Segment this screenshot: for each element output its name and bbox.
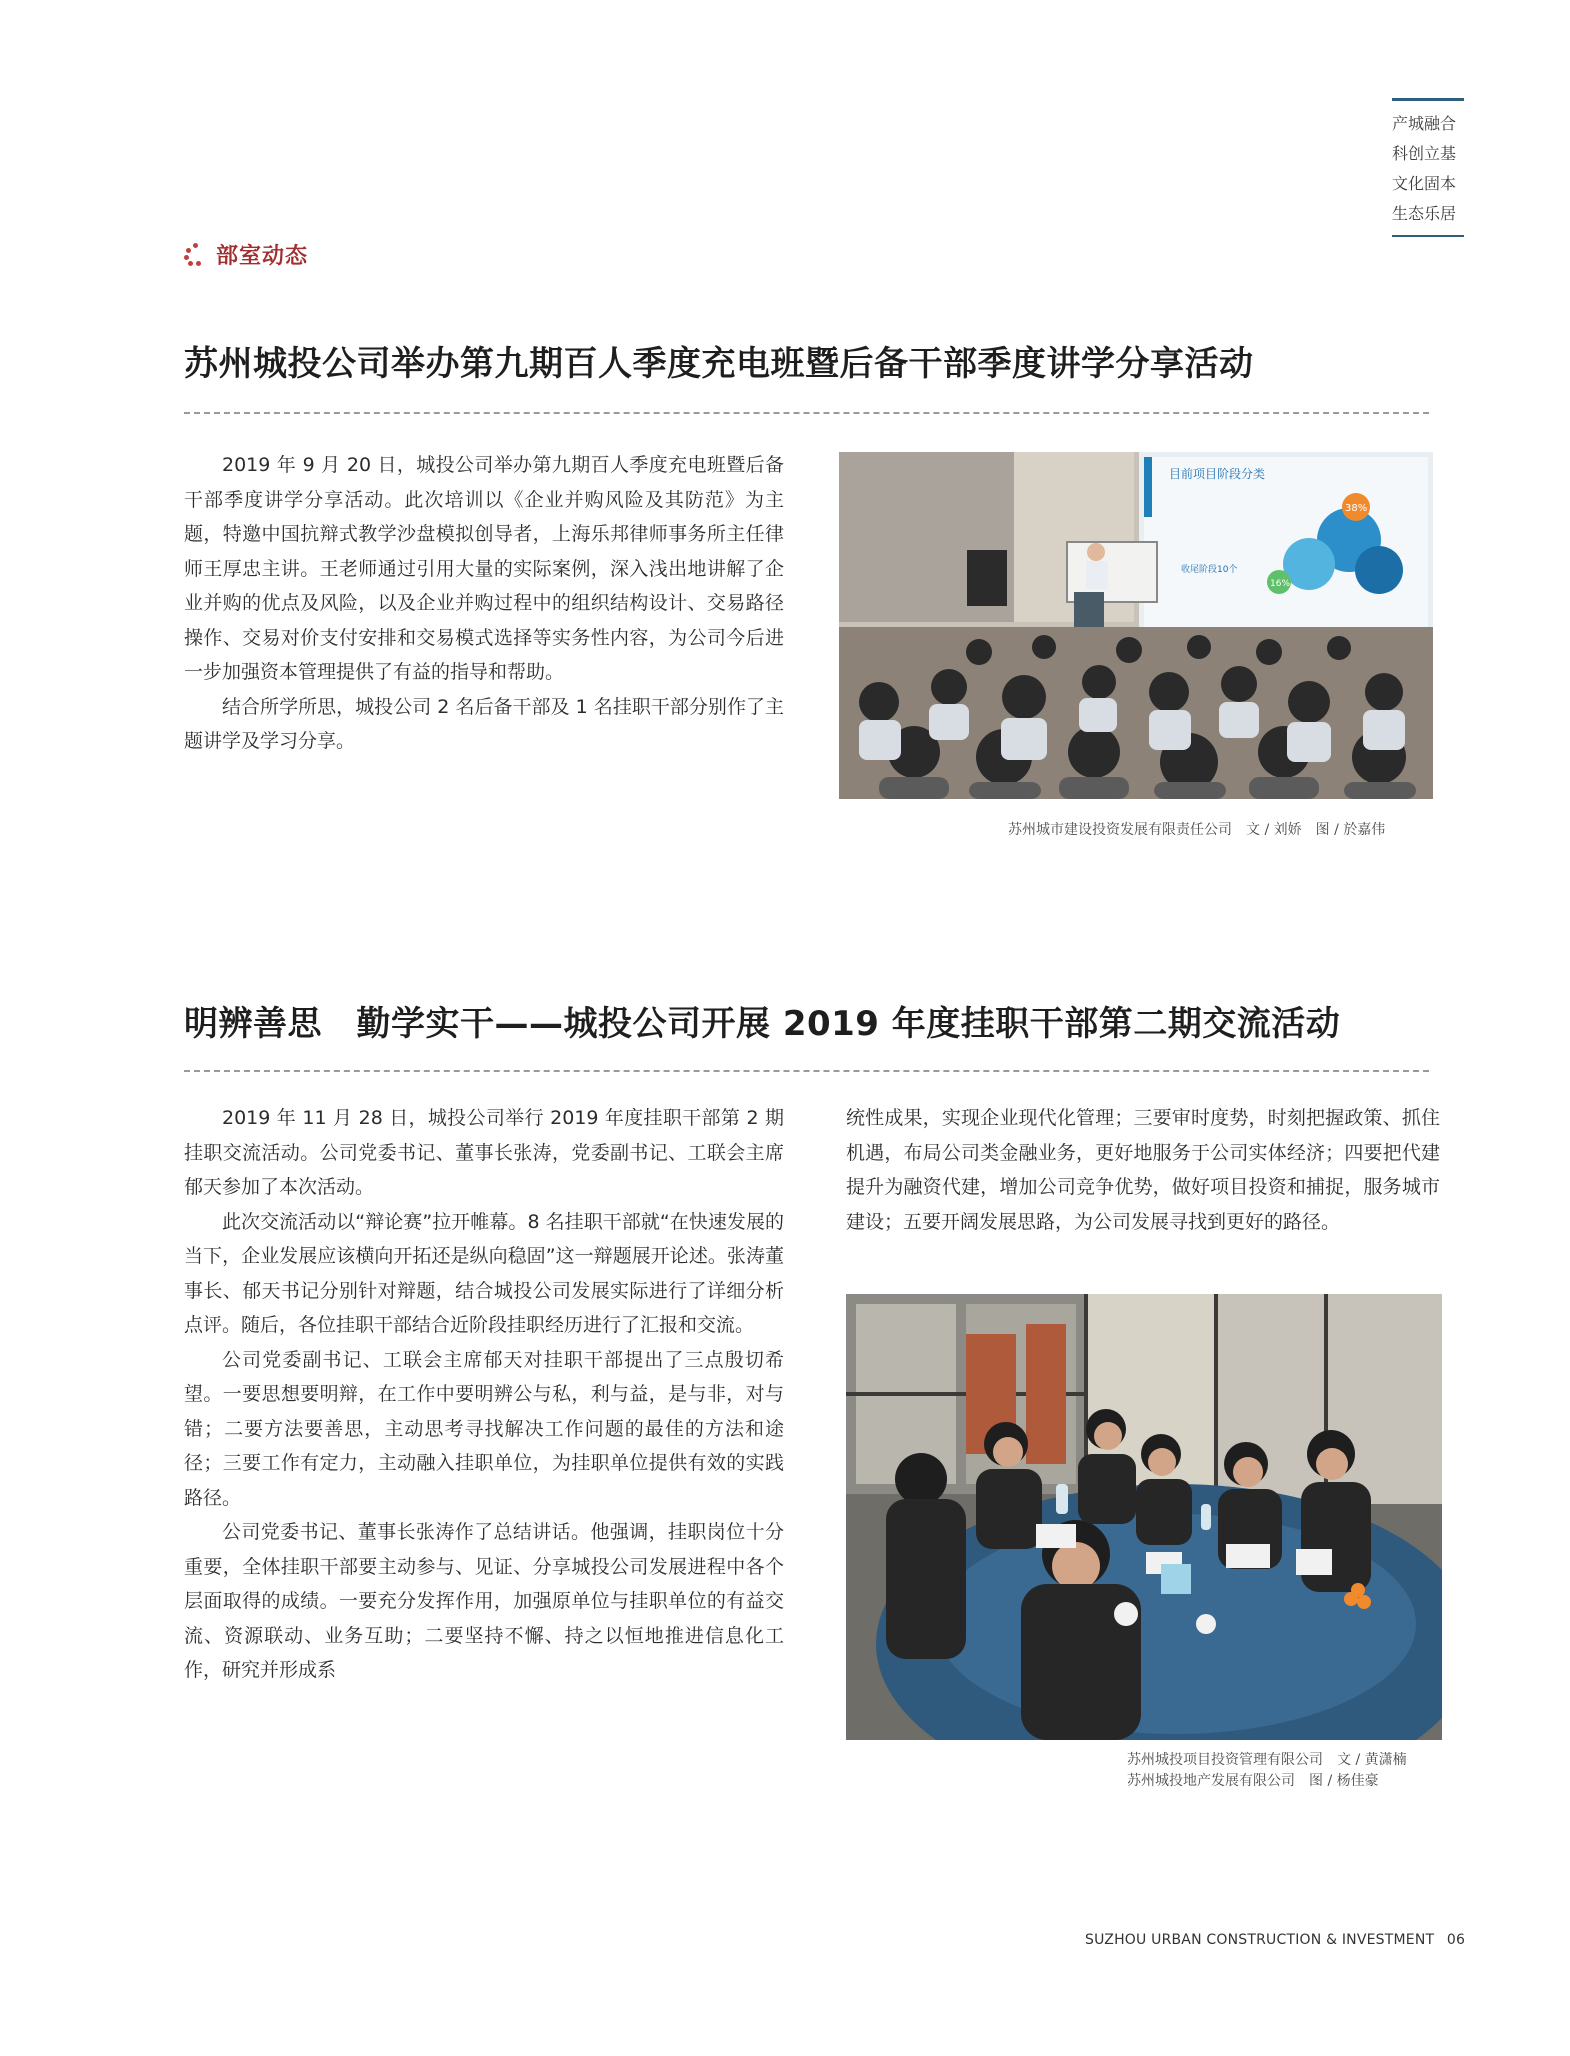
article2-right-column bbox=[846, 1101, 1440, 1239]
side-tag-bottom-bar bbox=[1392, 235, 1464, 237]
article2-caption-line1: 苏州城投项目投资管理有限公司 文 / 黄潇楠 bbox=[1127, 1752, 1407, 1768]
side-tag: 产城融合 bbox=[1392, 114, 1457, 133]
side-tag: 科创立基 bbox=[1392, 144, 1457, 163]
meeting-photo-illustration bbox=[846, 1294, 1442, 1740]
article2-left-column bbox=[184, 1101, 784, 1688]
article1-photo bbox=[839, 452, 1433, 799]
page-number: 06 bbox=[1446, 1932, 1466, 1948]
article1-title: 苏州城投公司举办第九期百人季度充电班暨后备干部季度讲学分享活动 bbox=[184, 344, 1254, 384]
page-footer bbox=[1085, 1932, 1465, 1948]
slide-pct-1: 38% bbox=[1345, 503, 1368, 514]
article1-body bbox=[184, 448, 784, 759]
side-tag: 文化固本 bbox=[1392, 174, 1457, 193]
publication-name: SUZHOU URBAN CONSTRUCTION & INVESTMENT bbox=[1085, 1932, 1435, 1948]
side-tag-top-bar bbox=[1392, 98, 1464, 101]
article1-paragraph: 结合所学所思，城投公司 2 名后备干部及 1 名挂职干部分别作了主题讲学及学习分享。 bbox=[184, 695, 784, 752]
article2-photo bbox=[846, 1294, 1442, 1740]
section-header bbox=[184, 238, 308, 270]
article2-divider bbox=[184, 1070, 1429, 1072]
section-label: 部室动态 bbox=[216, 243, 309, 269]
side-tag: 生态乐居 bbox=[1392, 204, 1457, 223]
article2-paragraph: 公司党委副书记、工联会主席郁天对挂职干部提出了三点殷切希望。一要思想要明辩，在工作中要明辨公与私，利与益，是与非，对与错；二要方法要善思，主动思考寻找解决工作问题的最佳的方法和途径；三要工作有定力，主动融入挂职单位，为挂职单位提供有效的实践路径。 bbox=[184, 1348, 784, 1509]
article2-paragraph: 公司党委书记、董事长张涛作了总结讲话。他强调，挂职岗位十分重要，全体挂职干部要主动参与、见证、分享城投公司发展进程中各个层面取得的成绩。一要充分发挥作用，加强原单位与挂职单位的有益交流、资源联动、业务互助；二要坚持不懈、持之以恒地推进信息化工作，研究并形成系 bbox=[184, 1521, 784, 1681]
slide-text: 收尾阶段10个 bbox=[1181, 565, 1238, 575]
side-tag-list bbox=[1392, 98, 1464, 237]
article1-caption: 苏州城市建设投资发展有限责任公司 文 / 刘娇 图 / 於嘉伟 bbox=[1008, 822, 1386, 838]
article2-title: 明辨善思 勤学实干——城投公司开展 2019 年度挂职干部第二期交流活动 bbox=[184, 1004, 1341, 1044]
slide-title: 目前项目阶段分类 bbox=[1169, 467, 1266, 481]
slide-pct-2: 16% bbox=[1270, 579, 1291, 589]
article2-paragraph: 2019 年 11 月 28 日，城投公司举行 2019 年度挂职干部第 2 期挂职交流活动。公司党委书记、董事长张涛，党委副书记、工联会主席郁天参加了本次活动。 bbox=[184, 1107, 784, 1198]
article2-caption-line2: 苏州城投地产发展有限公司 图 / 杨佳豪 bbox=[1127, 1773, 1379, 1789]
lecture-photo-illustration bbox=[839, 452, 1433, 799]
article1-paragraph: 2019 年 9 月 20 日，城投公司举办第九期百人季度充电班暨后备干部季度讲学分享活动。此次培训以《企业并购风险及其防范》为主题，特邀中国抗辩式教学沙盘模拟创导者，上海乐邦律师事务所主任律师王厚忠主讲。王老师通过引用大量的实际案例，深入浅出地讲解了企业并购的优点及风险，以及企业并购过程中的组织结构设计、交易路径操作、交易对价支付安排和交易模式选择等实务性内容，为公司今后进一步加强资本管理提供了有益的指导和帮助。 bbox=[184, 454, 784, 683]
article2-paragraph-continued: 统性成果，实现企业现代化管理；三要审时度势，时刻把握政策、抓住机遇，布局公司类金融业务，更好地服务于公司实体经济；四要把代建提升为融资代建，增加公司竞争优势，做好项目投资和捕捉，服务城市建设；五要开阔发展思路，为公司发展寻找到更好的路径。 bbox=[846, 1107, 1440, 1233]
article1-divider bbox=[184, 412, 1429, 414]
section-dots-icon bbox=[184, 242, 204, 266]
article2-paragraph: 此次交流活动以“辩论赛”拉开帷幕。8 名挂职干部就“在快速发展的当下，企业发展应该横向开拓还是纵向稳固”这一辩题展开论述。张涛董事长、郁天书记分别针对辩题，结合城投公司发展实际进行了详细分析点评。随后，各位挂职干部结合近阶段挂职经历进行了汇报和交流。 bbox=[184, 1210, 784, 1336]
